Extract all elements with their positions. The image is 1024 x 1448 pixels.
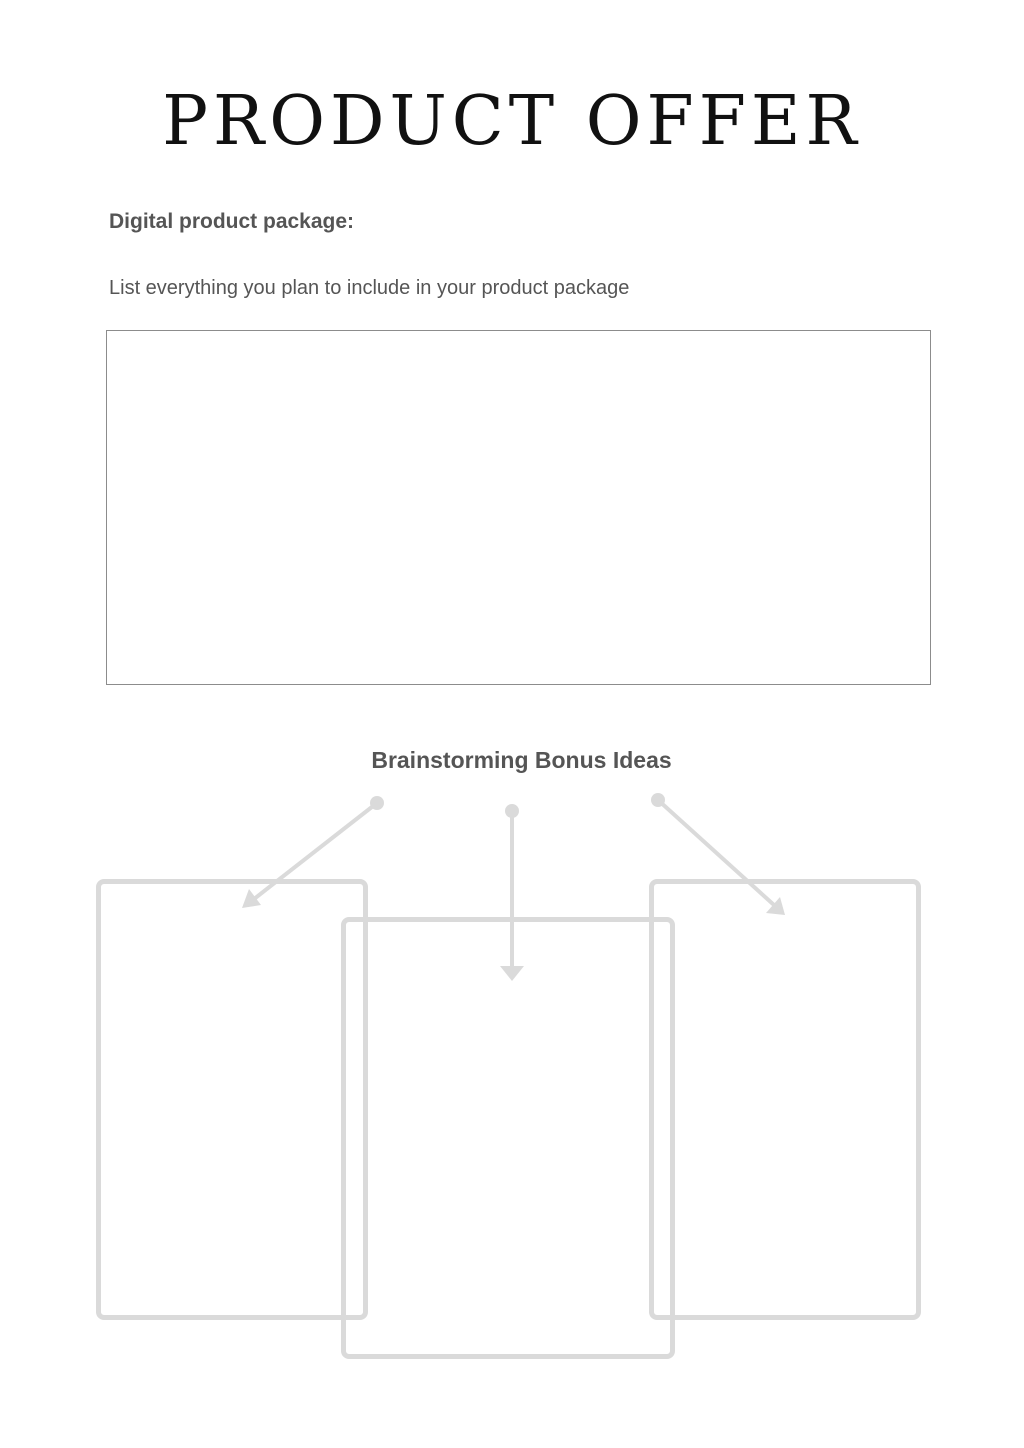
page-title: PRODUCT OFFER: [162, 82, 862, 161]
bonus-idea-box-right[interactable]: [649, 879, 921, 1320]
bonus-idea-box-middle[interactable]: [341, 917, 675, 1359]
bonus-idea-box-left[interactable]: [96, 879, 368, 1320]
package-instruction: List everything you plan to include in your product package: [109, 277, 630, 299]
brainstorm-title: Brainstorming Bonus Ideas: [371, 747, 672, 773]
package-list-box[interactable]: [106, 330, 931, 685]
package-label: Digital product package:: [109, 210, 355, 233]
